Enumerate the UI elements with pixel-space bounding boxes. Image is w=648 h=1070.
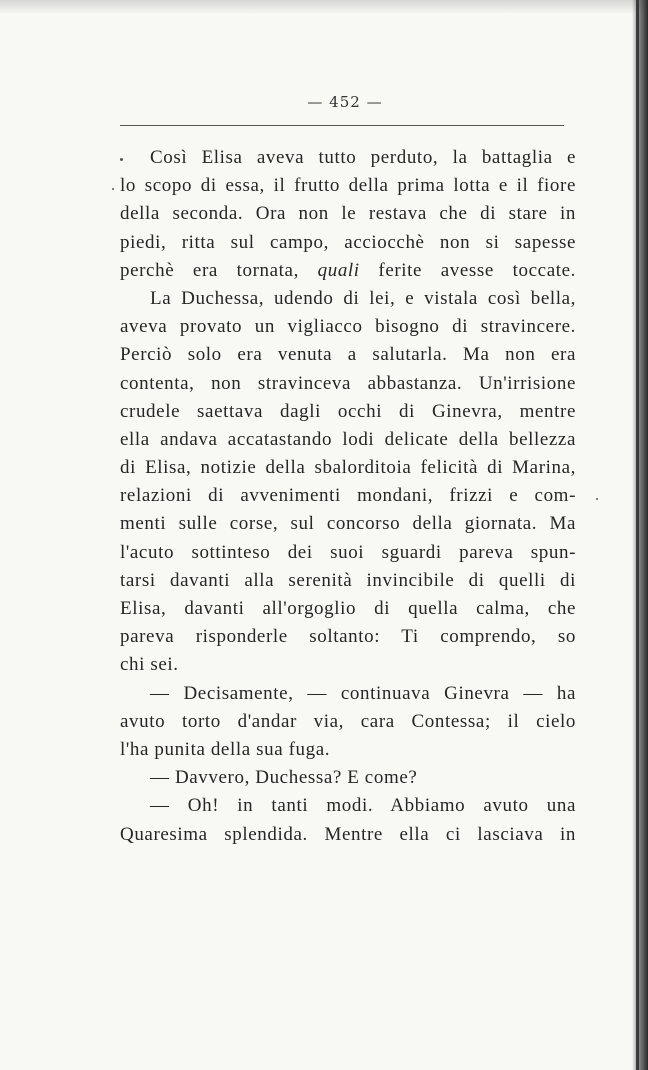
text-line: — Decisamente, — continuava Ginevra — ha — [150, 682, 576, 704]
text-line: della seconda. Ora non le restava che di stare in — [120, 203, 576, 225]
text-line: avuto torto d'andar via, cara Contessa; il cielo — [120, 710, 576, 732]
text-line: tarsi davanti alla serenità invincibile di quelli di — [120, 569, 576, 591]
header-rule — [120, 125, 564, 126]
text-segment: ferite avesse toccate. — [378, 259, 576, 281]
scan-top-shading — [0, 0, 648, 14]
text-line: pareva risponderle soltanto: Ti comprendo, so — [120, 626, 576, 648]
text-line: Perciò solo era venuta a salutarla. Ma non era — [120, 344, 576, 366]
text-line: aveva provato un vigliacco bisogno di stravincere. — [120, 316, 576, 338]
text-line: contenta, non stravinceva abbastanza. Un'irrisione — [120, 372, 576, 394]
body-text — [120, 144, 576, 849]
text-line: relazioni di avvenimenti mondani, frizzi e com- — [120, 485, 576, 507]
text-line: l'acuto sottinteso dei suoi sguardi pareva spun- — [120, 541, 576, 563]
text-line: La Duchessa, udendo di lei, e vistala così bella, — [150, 287, 576, 309]
text-line: di Elisa, notizie della sbalorditoia felicità di Marina, — [120, 457, 576, 479]
text-line: crudele saettava dagli occhi di Ginevra, mentre — [120, 400, 576, 422]
text-line: Elisa, davanti all'orgoglio di quella calma, che — [120, 598, 576, 619]
text-line: lo scopo di essa, il frutto della prima lotta e il fiore — [120, 175, 576, 197]
italic-word: quali — [317, 259, 360, 281]
text-segment: perchè era tornata, — [120, 259, 299, 281]
text-line: Così Elisa aveva tutto perduto, la battaglia e — [150, 147, 576, 168]
text-line: l'ha punita della sua fuga. — [120, 738, 331, 760]
text-line: menti sulle corse, sul concorso della giornata. Ma — [120, 513, 576, 535]
text-line — [120, 257, 576, 285]
scan-right-edge — [632, 0, 648, 1070]
text-line: Quaresima splendida. Mentre ella ci lasciava in — [120, 823, 576, 845]
ink-speck — [112, 188, 114, 190]
scan-edge-line — [636, 0, 639, 1070]
ink-speck — [596, 498, 598, 500]
text-line: chi sei. — [120, 654, 179, 676]
text-line: — Davvero, Duchessa? E come? — [150, 767, 418, 789]
text-line: ella andava accatastando lodi delicate della bellezza — [120, 428, 576, 450]
text-line: — Oh! in tanti modi. Abbiamo avuto una — [150, 795, 576, 817]
text-line: piedi, ritta sul campo, acciocchè non si sapesse — [120, 231, 576, 253]
page-number: — 452 — — [307, 93, 383, 111]
